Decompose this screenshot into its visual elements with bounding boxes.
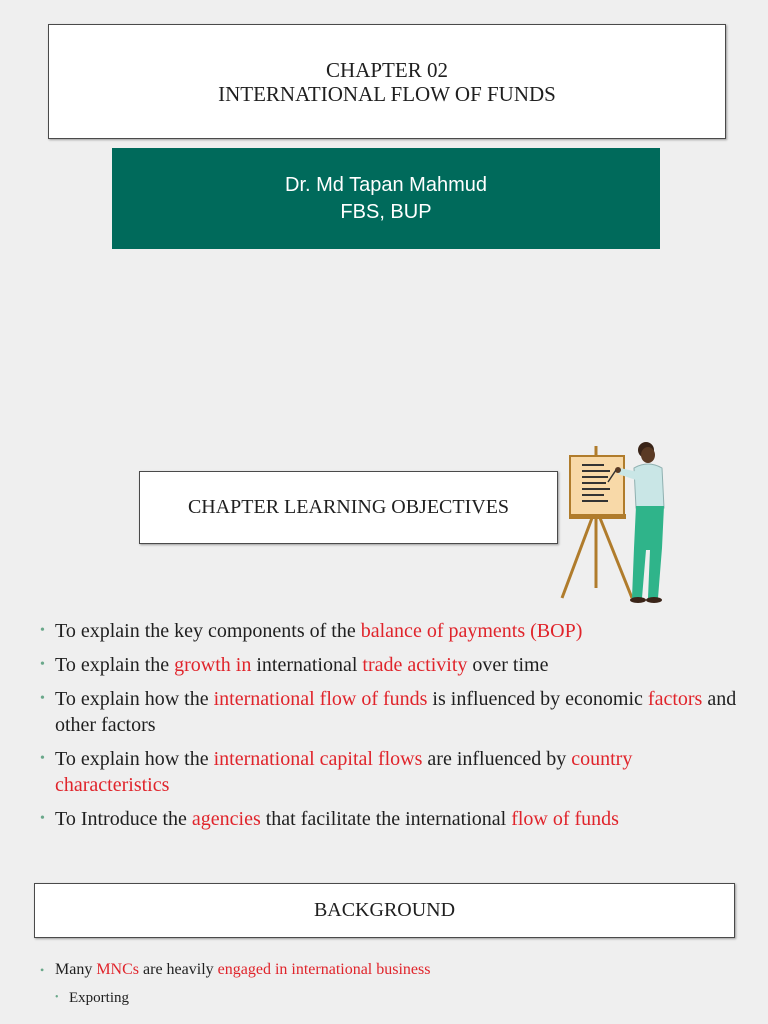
objectives-list (40, 618, 740, 840)
objective-item (40, 618, 740, 644)
bullet-icon: • (40, 691, 45, 706)
objectives-heading: CHAPTER LEARNING OBJECTIVES (187, 496, 510, 518)
highlighted-term: factors (647, 688, 703, 710)
author-affiliation: FBS, BUP (340, 200, 432, 223)
list-item (40, 958, 740, 1010)
highlighted-term: growth in (174, 654, 252, 676)
highlighted-term: flow of funds (511, 808, 619, 830)
bullet-icon: • (40, 657, 45, 672)
text-segment: To explain how the (55, 748, 214, 770)
objective-item (40, 686, 740, 738)
bullet-icon: • (40, 811, 45, 826)
text-segment: are heavily (139, 961, 218, 978)
bullet-icon: • (40, 963, 45, 977)
highlighted-term: agencies (191, 808, 261, 830)
subpoint-text: Exporting (69, 990, 129, 1006)
author-box (112, 148, 660, 249)
objective-item (40, 652, 740, 678)
background-heading-box (34, 883, 735, 938)
highlighted-term: MNCs (96, 961, 140, 978)
highlighted-term: country characteristics (55, 748, 633, 796)
chapter-number: CHAPTER 02 (326, 57, 448, 82)
objective-item (40, 746, 740, 798)
text-segment: To explain the (55, 654, 175, 676)
text-segment: are influenced by (422, 748, 572, 770)
text-segment: that facilitate the international (260, 808, 512, 830)
objective-item (40, 806, 740, 832)
bullet-icon: • (40, 623, 45, 638)
highlighted-term: international capital flows (213, 748, 423, 770)
background-list (40, 958, 740, 1010)
highlighted-term: trade activity (362, 654, 468, 676)
background-heading: BACKGROUND (313, 899, 456, 921)
chapter-title: INTERNATIONAL FLOW OF FUNDS (218, 81, 556, 106)
bullet-icon: • (40, 751, 45, 766)
background-subpoints (55, 986, 740, 1010)
subpoint-item (55, 986, 740, 1010)
author-name: Dr. Md Tapan Mahmud (285, 173, 487, 196)
text-segment: Many (55, 961, 97, 978)
highlighted-term: engaged in international business (217, 961, 431, 978)
text-segment: To explain the key components of the (55, 620, 361, 642)
highlighted-term: balance of payments (BOP) (360, 620, 583, 642)
bullet-icon: • (55, 992, 59, 1003)
highlighted-term: international flow of funds (213, 688, 428, 710)
background-point-text (55, 961, 430, 978)
chapter-title-box (48, 24, 726, 139)
text-segment: and other factors (55, 688, 737, 736)
text-segment: over time (467, 654, 549, 676)
objectives-heading-box (139, 471, 558, 544)
text-segment: To explain how the (55, 688, 214, 710)
presenter-at-easel-icon (558, 438, 670, 610)
text-segment: international (251, 654, 363, 676)
text-segment: To Introduce the (55, 808, 192, 830)
text-segment: is influenced by economic (427, 688, 648, 710)
